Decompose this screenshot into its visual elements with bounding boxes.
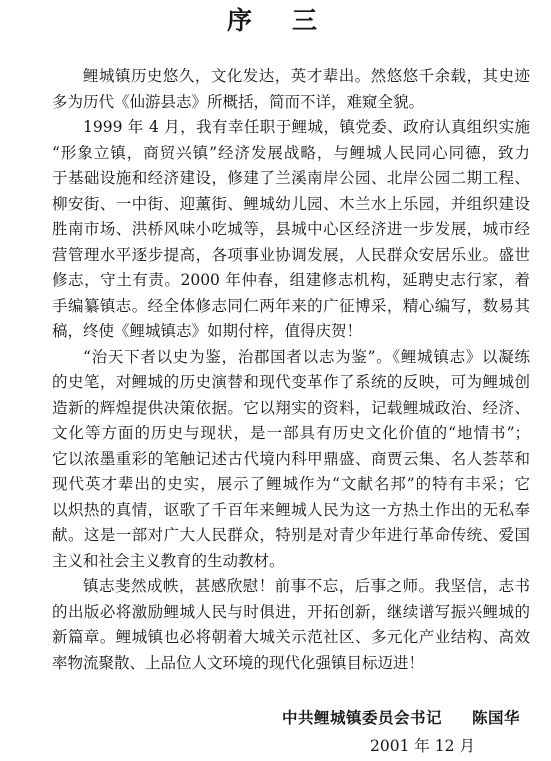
signature-title: 中共鲤城镇委员会书记 [282,708,443,727]
text-line: 营管理水平逐步提高，各项事业协调发展，人民群众安居乐业。盛世 [52,245,530,264]
text-line: 率物流聚散、上品位人文环境的现代化强镇目标迈进！ [52,653,425,672]
preface-body [52,64,530,676]
text-line: 于基础设施和经济建设，修建了兰溪南岸公园、北岸公园二期工程、 [52,169,530,187]
text-line: 的史笔，对鲤城的历史演替和现代变革作了系统的反映，可为鲤城创 [52,373,530,391]
page-title: 序三 [227,6,358,35]
text-line: 稿，终使《鲤城镇志》如期付梓，值得庆贺！ [52,322,363,340]
text-line: 修志，守土有责。2000 年仲春，组建修志机构，延聘史志行家，着 [52,271,530,289]
text-line: 柳安街、一中街、迎薰街、鲤城幼儿园、木兰水上乐园，并组织建设 [52,194,530,213]
signature-date: 2001 年 12 月 [370,737,475,755]
text-line: 现代英才辈出的史实，展示了鲤城作为“文献名邦”的特有丰采；它 [52,475,530,493]
text-line: 多为历代《仙游县志》所概括，简而不详，难窥全貌。 [52,92,425,111]
paragraph [52,574,530,676]
text-line: 文化等方面的历史与现状，是一部具有历史文化价值的“地情书”； [52,424,530,442]
paragraph [52,345,530,575]
paragraph [52,115,530,345]
text-line: 鲤城镇历史悠久，文化发达，英才辈出。然悠悠千余载，其史迹 [83,67,530,85]
text-line: 手编纂镇志。经全体修志同仁两年来的广征博采，精心编写，数易其 [52,296,530,315]
signature-name: 陈国华 [472,708,521,727]
text-line: 以炽热的真情，讴歌了千百年来鲤城人民为这一方热土作出的无私奉 [52,500,530,519]
text-line: 新篇章。鲤城镇也必将朝着大城关示范社区、多元化产业结构、高效 [52,628,530,646]
text-line: 造新的辉煌提供决策依据。它以翔实的资料，记载鲤城政治、经济、 [52,398,530,417]
signature-line [282,708,520,728]
text-line: 胜南市场、洪桥风味小吃城等，县城中心区经济进一步发展，城市经 [52,220,530,238]
text-line: 的出版必将激励鲤城人民与时俱进，开拓创新，继续谱写振兴鲤城的 [52,602,530,621]
text-line: “形象立镇，商贸兴镇”经济发展战略，与鲤城人民同心同德，致力 [52,143,530,162]
text-line: 镇志斐然成帙，甚感欣慰！前事不忘，后事之师。我坚信，志书 [83,577,530,595]
text-line: 它以浓墨重彩的笔触记述古代境内科甲鼎盛、商贾云集、名人荟萃和 [52,449,530,468]
text-line: 1999 年 4 月，我有幸任职于鲤城，镇党委、政府认真组织实施 [83,118,530,136]
text-line: “治天下者以史为鉴，治郡国者以志为鉴”。《鲤城镇志》以凝练 [83,347,530,366]
text-line: 献。这是一部对广大人民群众，特别是对青少年进行革命传统、爱国 [52,526,530,544]
text-line: 主义和社会主义教育的生动教材。 [52,551,285,570]
paragraph [52,64,530,115]
